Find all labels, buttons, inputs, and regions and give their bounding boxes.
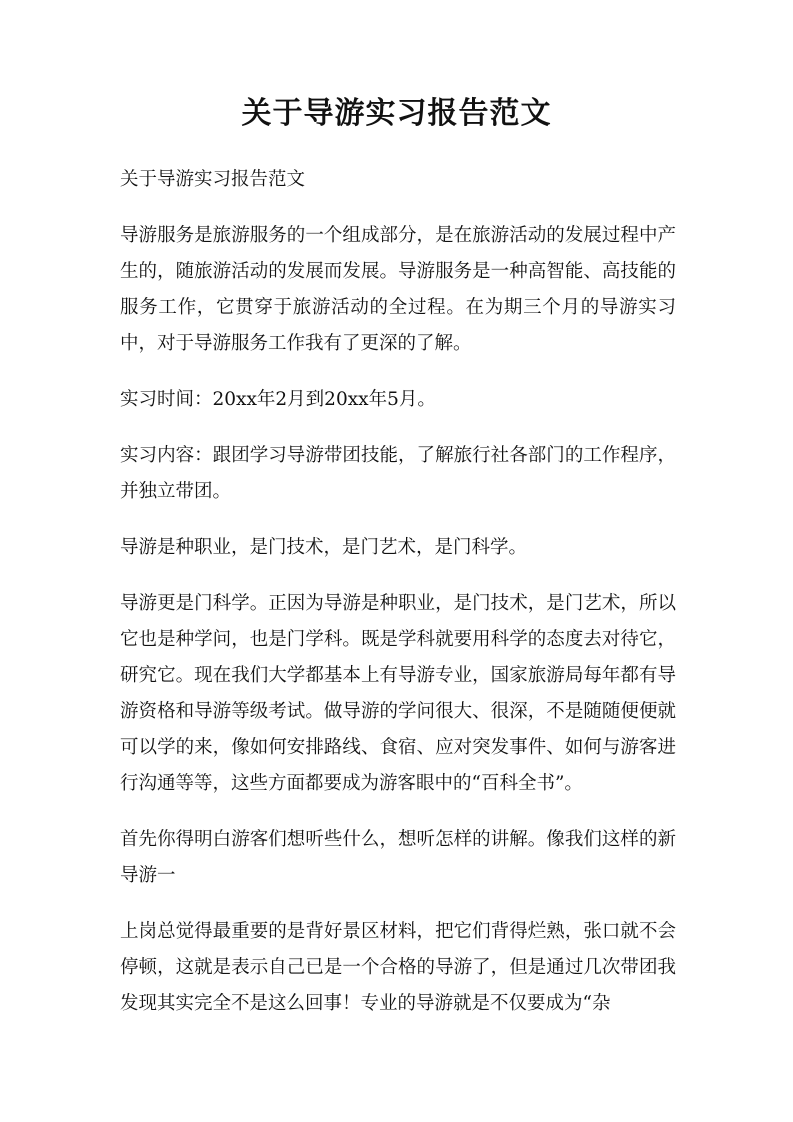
paragraph-tourist-needs: 首先你得明白游客们想听些什么，想听怎样的讲解。像我们这样的新导游一 bbox=[120, 829, 676, 886]
paragraph-internship-time: 实习时间：20xx年2月到20xx年5月。 bbox=[120, 389, 436, 410]
paragraph-intro: 导游服务是旅游服务的一个组成部分，是在旅游活动的发展过程中产生的，随旅游活动的发展而发展。导游服务是一种高智能、高技能的服务工作，它贯穿于旅游活动的全过程。在为期三个月的导游实习中，对于导游服务工作我有了更深的了解。 bbox=[120, 225, 676, 354]
document-body bbox=[120, 162, 676, 1042]
paragraph-guide-science: 导游更是门科学。正因为导游是种职业，是门技术，是门艺术，所以它也是种学问，也是门学科。既是学科就要用科学的态度去对待它，研究它。现在我们大学都基本上有导游专业，国家旅游局每年都有导游资格和导游等级考试。做导游的学问很大、很深，不是随随便便就可以学的来，像如何安排路线、食宿、应对突发事件、如何与游客进行沟通等等，这些方面都要成为游客眼中的“百科全书”。 bbox=[120, 593, 676, 794]
paragraph-guide-definition: 导游是种职业，是门技术，是门艺术，是门科学。 bbox=[120, 537, 528, 558]
paragraph-onboarding: 上岗总觉得最重要的是背好景区材料，把它们背得烂熟，张口就不会停顿，这就是表示自己已是一个合格的导游了，但是通过几次带团我发现其实完全不是这么回事！专业的导游就是不仅要成为“杂 bbox=[120, 921, 676, 1014]
paragraph-subtitle: 关于导游实习报告范文 bbox=[120, 169, 306, 190]
document-title: 关于导游实习报告范文 bbox=[241, 96, 552, 131]
paragraph-internship-content: 实习内容：跟团学习导游带团技能，了解旅行社各部门的工作程序，并独立带团。 bbox=[120, 445, 676, 502]
